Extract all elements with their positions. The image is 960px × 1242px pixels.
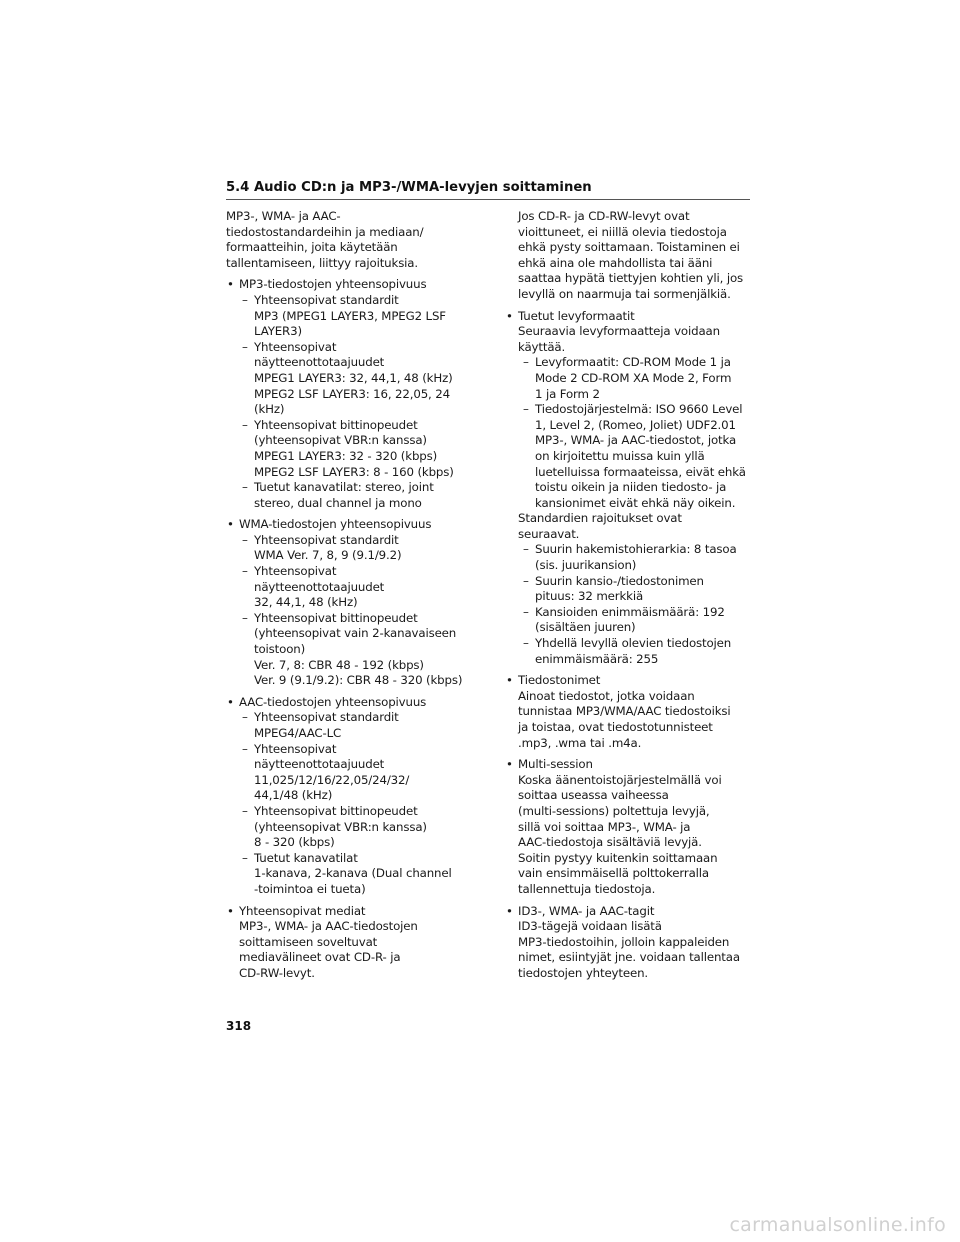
bullet-heading: • MP3-tiedostojen yhteensopivuus — [226, 277, 476, 293]
list-item: – Levyformaatit: CD-ROM Mode 1 ja Mode 2 CD-ROM XA Mode 2, Form 1 ja Form 2 — [505, 355, 755, 402]
list-item: – Tuetut kanavatilat: stereo, joint stereo, dual channel ja mono — [226, 480, 476, 511]
list-item: – Yhteensopivat standardit MP3 (MPEG1 LAYER3, MPEG2 LSF LAYER3) — [226, 293, 476, 340]
list-item: – Yhteensopivat standardit WMA Ver. 7, 8, 9 (9.1/9.2) — [226, 533, 476, 564]
bullet-heading: • WMA-tiedostojen yhteensopivuus — [226, 517, 476, 533]
intro-paragraph: MP3-, WMA- ja AAC- tiedostostandardeihin ja mediaan/ formaatteihin, joita käytetään tallentamiseen, liittyy rajoituksia. — [226, 209, 424, 270]
bullet-body: Ainoat tiedostot, jotka voidaan tunnistaa MP3/WMA/AAC tiedostoiksi ja toistaa, ovat tiedostotunnisteet .mp3, .wma tai .m4a. — [518, 688, 731, 750]
list-item: – Yhteensopivat bittinopeudet (yhteensopivat VBR:n kanssa) MPEG1 LAYER3: 32 - 320 (kbps) MPEG2 LSF LAYER3: 8 - 160 (kbps) — [226, 418, 476, 480]
bullet-body: Seuraavia levyformaatteja voidaan käyttää. — [518, 324, 720, 354]
watermark: carmanualsonline.info — [729, 1214, 946, 1236]
list-item: – Yhdellä levyllä olevien tiedostojen enimmäismäärä: 255 — [505, 636, 755, 667]
bullet-body: ID3-tägejä voidaan lisätä MP3-tiedostoihin, jolloin kappaleiden nimet, esiintyjät jne. voidaan tallentaa tiedostojen yhteyteen. — [518, 919, 740, 980]
bullet-heading: • Multi-session — [505, 757, 755, 773]
list-item: – Yhteensopivat bittinopeudet (yhteensopivat vain 2-kanavaiseen toistoon) Ver. 7, 8: CBR 48 - 192 (kbps) Ver. 9 (9.1/9.2): CBR 48 - 320 (kbps) — [226, 611, 476, 689]
dash-list — [226, 533, 476, 689]
dash-list — [505, 542, 755, 667]
bullet-compatible-media — [226, 904, 476, 982]
bullet-multi-session — [505, 757, 755, 897]
list-item: – Kansioiden enimmäismäärä: 192 (sisältäen juuren) — [505, 605, 755, 636]
list-item: – Yhteensopivat standardit MPEG4/AAC-LC — [226, 710, 476, 741]
bullet-body-standards: Standardien rajoitukset ovat seuraavat. — [518, 511, 682, 541]
bullet-heading: • Tiedostonimet — [505, 673, 755, 689]
list-item: – Yhteensopivat näytteenottotaajuudet 11,025/12/16/22,05/24/32/ 44,1/48 (kHz) — [226, 742, 476, 804]
bullet-wma-compatibility — [226, 517, 476, 689]
bullet-body: Koska äänentoistojärjestelmällä voi soittaa useassa vaiheessa (multi-sessions) poltettuja levyjä, sillä voi soittaa MP3-, WMA- ja AAC-tiedostoja sisältäviä levyjä. Soitin pystyy kuitenkin soittamaan vain ensimmäisellä polttokerralla tallennettuja tiedostoja. — [518, 772, 722, 896]
dash-list — [505, 355, 755, 511]
page-number: 318 — [226, 1019, 252, 1033]
list-item: – Suurin hakemistohierarkia: 8 tasoa (sis. juurikansion) — [505, 542, 755, 573]
bullet-heading: • ID3-, WMA- ja AAC-tagit — [505, 904, 755, 920]
bullet-body: MP3-, WMA- ja AAC-tiedostojen soittamiseen soveltuvat mediavälineet ovat CD-R- ja CD-RW-levyt. — [239, 919, 418, 980]
dash-list — [226, 710, 476, 897]
list-item: – Tuetut kanavatilat 1-kanava, 2-kanava (Dual channel -toimintoa ei tueta) — [226, 851, 476, 898]
list-item: – Tiedostojärjestelmä: ISO 9660 Level 1, Level 2, (Romeo, Joliet) UDF2.01 MP3-, WMA- ja AAC-tiedostot, jotka on kirjoitettu muissa kuin yllä luetelluissa formaateissa, eivät ehkä toistu oikein ja niiden tiedosto- ja kansionimet eivät ehkä näy oikein. — [505, 402, 755, 511]
section-title: 5.4 Audio CD:n ja MP3-/WMA-levyjen soittaminen — [226, 180, 592, 195]
dash-list — [226, 293, 476, 511]
bullet-heading: • Yhteensopivat mediat — [226, 904, 476, 920]
bullet-aac-compatibility — [226, 695, 476, 898]
bullet-supported-disc-formats — [505, 309, 755, 668]
bullet-file-names — [505, 673, 755, 751]
bullet-heading: • AAC-tiedostojen yhteensopivuus — [226, 695, 476, 711]
bullet-tags — [505, 904, 755, 982]
continuation-paragraph: Jos CD-R- ja CD-RW-levyt ovat vioittuneet, ei niillä olevia tiedostoja ehkä pysty soittamaan. Toistaminen ei ehkä aina ole mahdollista tai ääni saattaa hypätä tiettyjen kohtien yli, jos levyllä on naarmuja tai sormenjälkiä. — [518, 209, 744, 301]
bullet-heading: • Tuetut levyformaatit — [505, 309, 755, 325]
bullet-mp3-compatibility — [226, 277, 476, 511]
section-divider — [226, 199, 750, 200]
list-item: – Yhteensopivat näytteenottotaajuudet 32, 44,1, 48 (kHz) — [226, 564, 476, 611]
list-item: – Yhteensopivat näytteenottotaajuudet MPEG1 LAYER3: 32, 44,1, 48 (kHz) MPEG2 LSF LAYER3: 16, 22,05, 24 (kHz) — [226, 340, 476, 418]
list-item: – Suurin kansio-/tiedostonimen pituus: 32 merkkiä — [505, 574, 755, 605]
right-column — [505, 209, 755, 988]
left-column — [226, 209, 476, 988]
list-item: – Yhteensopivat bittinopeudet (yhteensopivat VBR:n kanssa) 8 - 320 (kbps) — [226, 804, 476, 851]
